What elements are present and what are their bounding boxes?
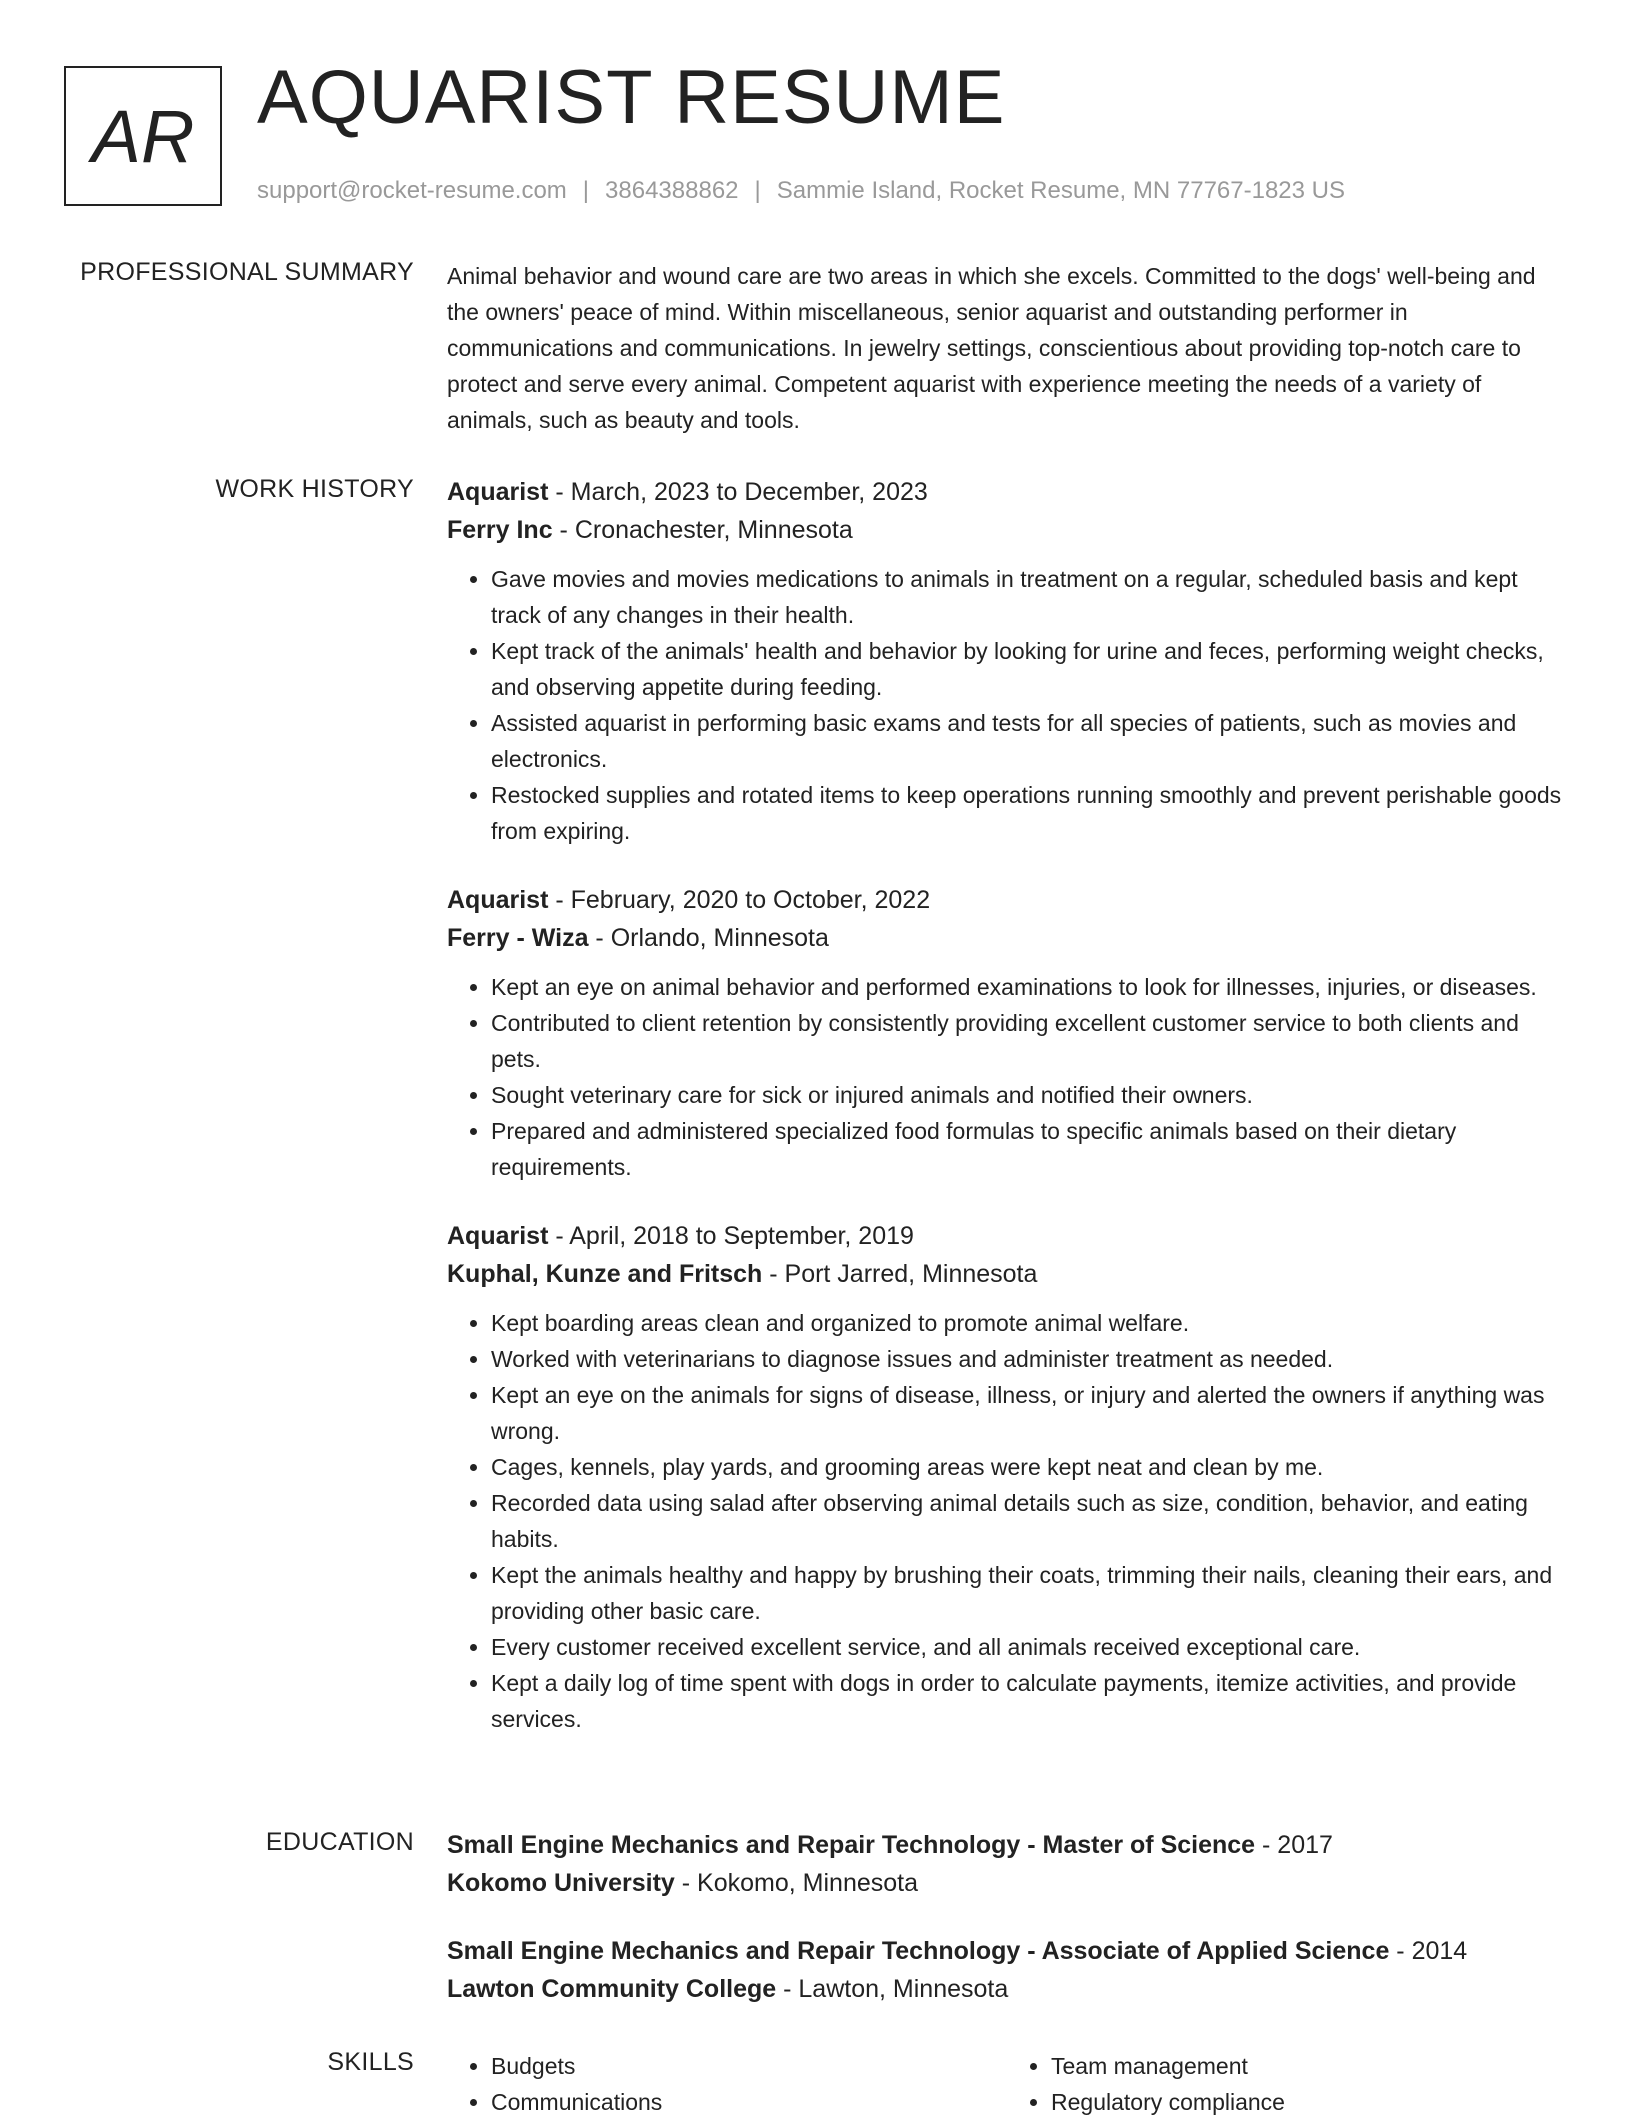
skill-item: • Budgets [491, 2048, 1007, 2084]
education-year: - 2014 [1389, 1937, 1468, 1965]
education-school-line [447, 1864, 1567, 1902]
summary-text: Animal behavior and wound care are two areas in which she excels. Committed to the dogs' well-being and the owners' peace of mind. Within miscellaneous, senior aquarist and outstanding performer in communications and communications. In jewelry settings, conscientious about providing top-notch care to protect and serve every animal. Competent aquarist with experience meeting the needs of a variety of animals, such as beauty and tools. [447, 263, 1536, 433]
work-history-heading: WORK HISTORY [215, 475, 414, 503]
monogram-initials: AR [91, 94, 195, 178]
job-bullet: • Every customer received excellent service, and all animals received exceptional care. [491, 1629, 1567, 1665]
education-school-line [447, 1970, 1567, 2008]
job-dates: - March, 2023 to December, 2023 [548, 478, 928, 506]
job-bullet: • Contributed to client retention by consistently providing excellent customer service to both clients and pets. [491, 1005, 1567, 1077]
job-company-line [447, 511, 1567, 549]
job-bullet: • Recorded data using salad after observing animal details such as size, condition, behavior, and eating habits. [491, 1485, 1567, 1557]
skills-list-right [1007, 2048, 1567, 2120]
education-year: - 2017 [1255, 1831, 1333, 1859]
monogram-box [64, 66, 222, 206]
education-degree-line [447, 1932, 1567, 1970]
work-history-list [447, 473, 1567, 1769]
job-bullets [447, 1305, 1567, 1737]
job-location: - Port Jarred, Minnesota [762, 1260, 1038, 1288]
job-bullet: • Kept an eye on animal behavior and performed examinations to look for illnesses, injuries, or diseases. [491, 969, 1567, 1005]
education-degree-line [447, 1826, 1567, 1864]
job-dates: - April, 2018 to September, 2019 [548, 1222, 914, 1250]
contact-separator: | [582, 177, 590, 204]
job-location: - Orlando, Minnesota [588, 924, 829, 952]
job-entry [447, 881, 1567, 1185]
job-company: Ferry - Wiza [447, 924, 589, 952]
skill-item: • Regulatory compliance [1051, 2084, 1567, 2120]
job-bullets [447, 969, 1567, 1185]
resume-title: AQUARIST RESUME [257, 55, 1006, 140]
education-school: Kokomo University [447, 1869, 675, 1897]
education-entry [447, 1932, 1567, 2008]
education-school: Lawton Community College [447, 1975, 777, 2003]
job-title-line [447, 473, 1567, 511]
contact-email: support@rocket-resume.com [257, 177, 567, 204]
skill-item: • Team management [1051, 2048, 1567, 2084]
job-bullet: • Kept the animals healthy and happy by brushing their coats, trimming their nails, cleaning their ears, and providing other basic care. [491, 1557, 1567, 1629]
job-role: Aquarist [447, 1222, 549, 1250]
job-bullet: • Kept boarding areas clean and organized to promote animal welfare. [491, 1305, 1567, 1341]
education-degree: Small Engine Mechanics and Repair Technology - Associate of Applied Science [447, 1937, 1390, 1965]
contact-line [257, 177, 1345, 205]
job-title-line [447, 881, 1567, 919]
job-bullet: • Kept a daily log of time spent with dogs in order to calculate payments, itemize activities, and provide services. [491, 1665, 1567, 1737]
education-entry [447, 1826, 1567, 1902]
summary-heading: PROFESSIONAL SUMMARY [80, 258, 414, 286]
education-heading: EDUCATION [265, 1828, 414, 1856]
job-bullet: • Cages, kennels, play yards, and grooming areas were kept neat and clean by me. [491, 1449, 1567, 1485]
job-role: Aquarist [447, 478, 549, 506]
job-bullet: • Gave movies and movies medications to animals in treatment on a regular, scheduled basis and kept track of any changes in their health. [491, 561, 1567, 633]
education-list [447, 1826, 1567, 2038]
job-bullet: • Kept track of the animals' health and behavior by looking for urine and feces, performing weight checks, and observing appetite during feeding. [491, 633, 1567, 705]
contact-phone: 3864388862 [605, 177, 739, 204]
contact-separator: | [754, 177, 761, 204]
job-bullet: • Kept an eye on the animals for signs of disease, illness, or injury and alerted the owners if anything was wrong. [491, 1377, 1567, 1449]
skills-heading: SKILLS [327, 2048, 414, 2076]
job-title-line [447, 1217, 1567, 1255]
job-bullet: • Sought veterinary care for sick or injured animals and notified their owners. [491, 1077, 1567, 1113]
education-degree: Small Engine Mechanics and Repair Technology - Master of Science [447, 1831, 1256, 1859]
job-entry [447, 1217, 1567, 1737]
job-bullet: • Restocked supplies and rotated items to keep operations running smoothly and prevent perishable goods from expiring. [491, 777, 1567, 849]
job-role: Aquarist [447, 886, 549, 914]
job-bullet: • Worked with veterinarians to diagnose issues and administer treatment as needed. [491, 1341, 1567, 1377]
job-dates: - February, 2020 to October, 2022 [548, 886, 931, 914]
contact-address: Sammie Island, Rocket Resume, MN 77767-1823 US [776, 177, 1346, 204]
skill-item: • Communications [491, 2084, 1007, 2120]
job-bullets [447, 561, 1567, 849]
job-company-line [447, 1255, 1567, 1293]
job-entry [447, 473, 1567, 849]
job-company-line [447, 919, 1567, 957]
job-bullet: • Assisted aquarist in performing basic exams and tests for all species of patients, such as movies and electronics. [491, 705, 1567, 777]
job-company: Ferry Inc [447, 516, 553, 544]
job-location: - Cronachester, Minnesota [552, 516, 853, 544]
job-bullet: • Prepared and administered specialized food formulas to specific animals based on their dietary requirements. [491, 1113, 1567, 1185]
job-company: Kuphal, Kunze and Fritsch [447, 1260, 763, 1288]
education-location: - Lawton, Minnesota [776, 1975, 1009, 2003]
skills-list-left [447, 2048, 1007, 2120]
education-location: - Kokomo, Minnesota [674, 1869, 919, 1897]
